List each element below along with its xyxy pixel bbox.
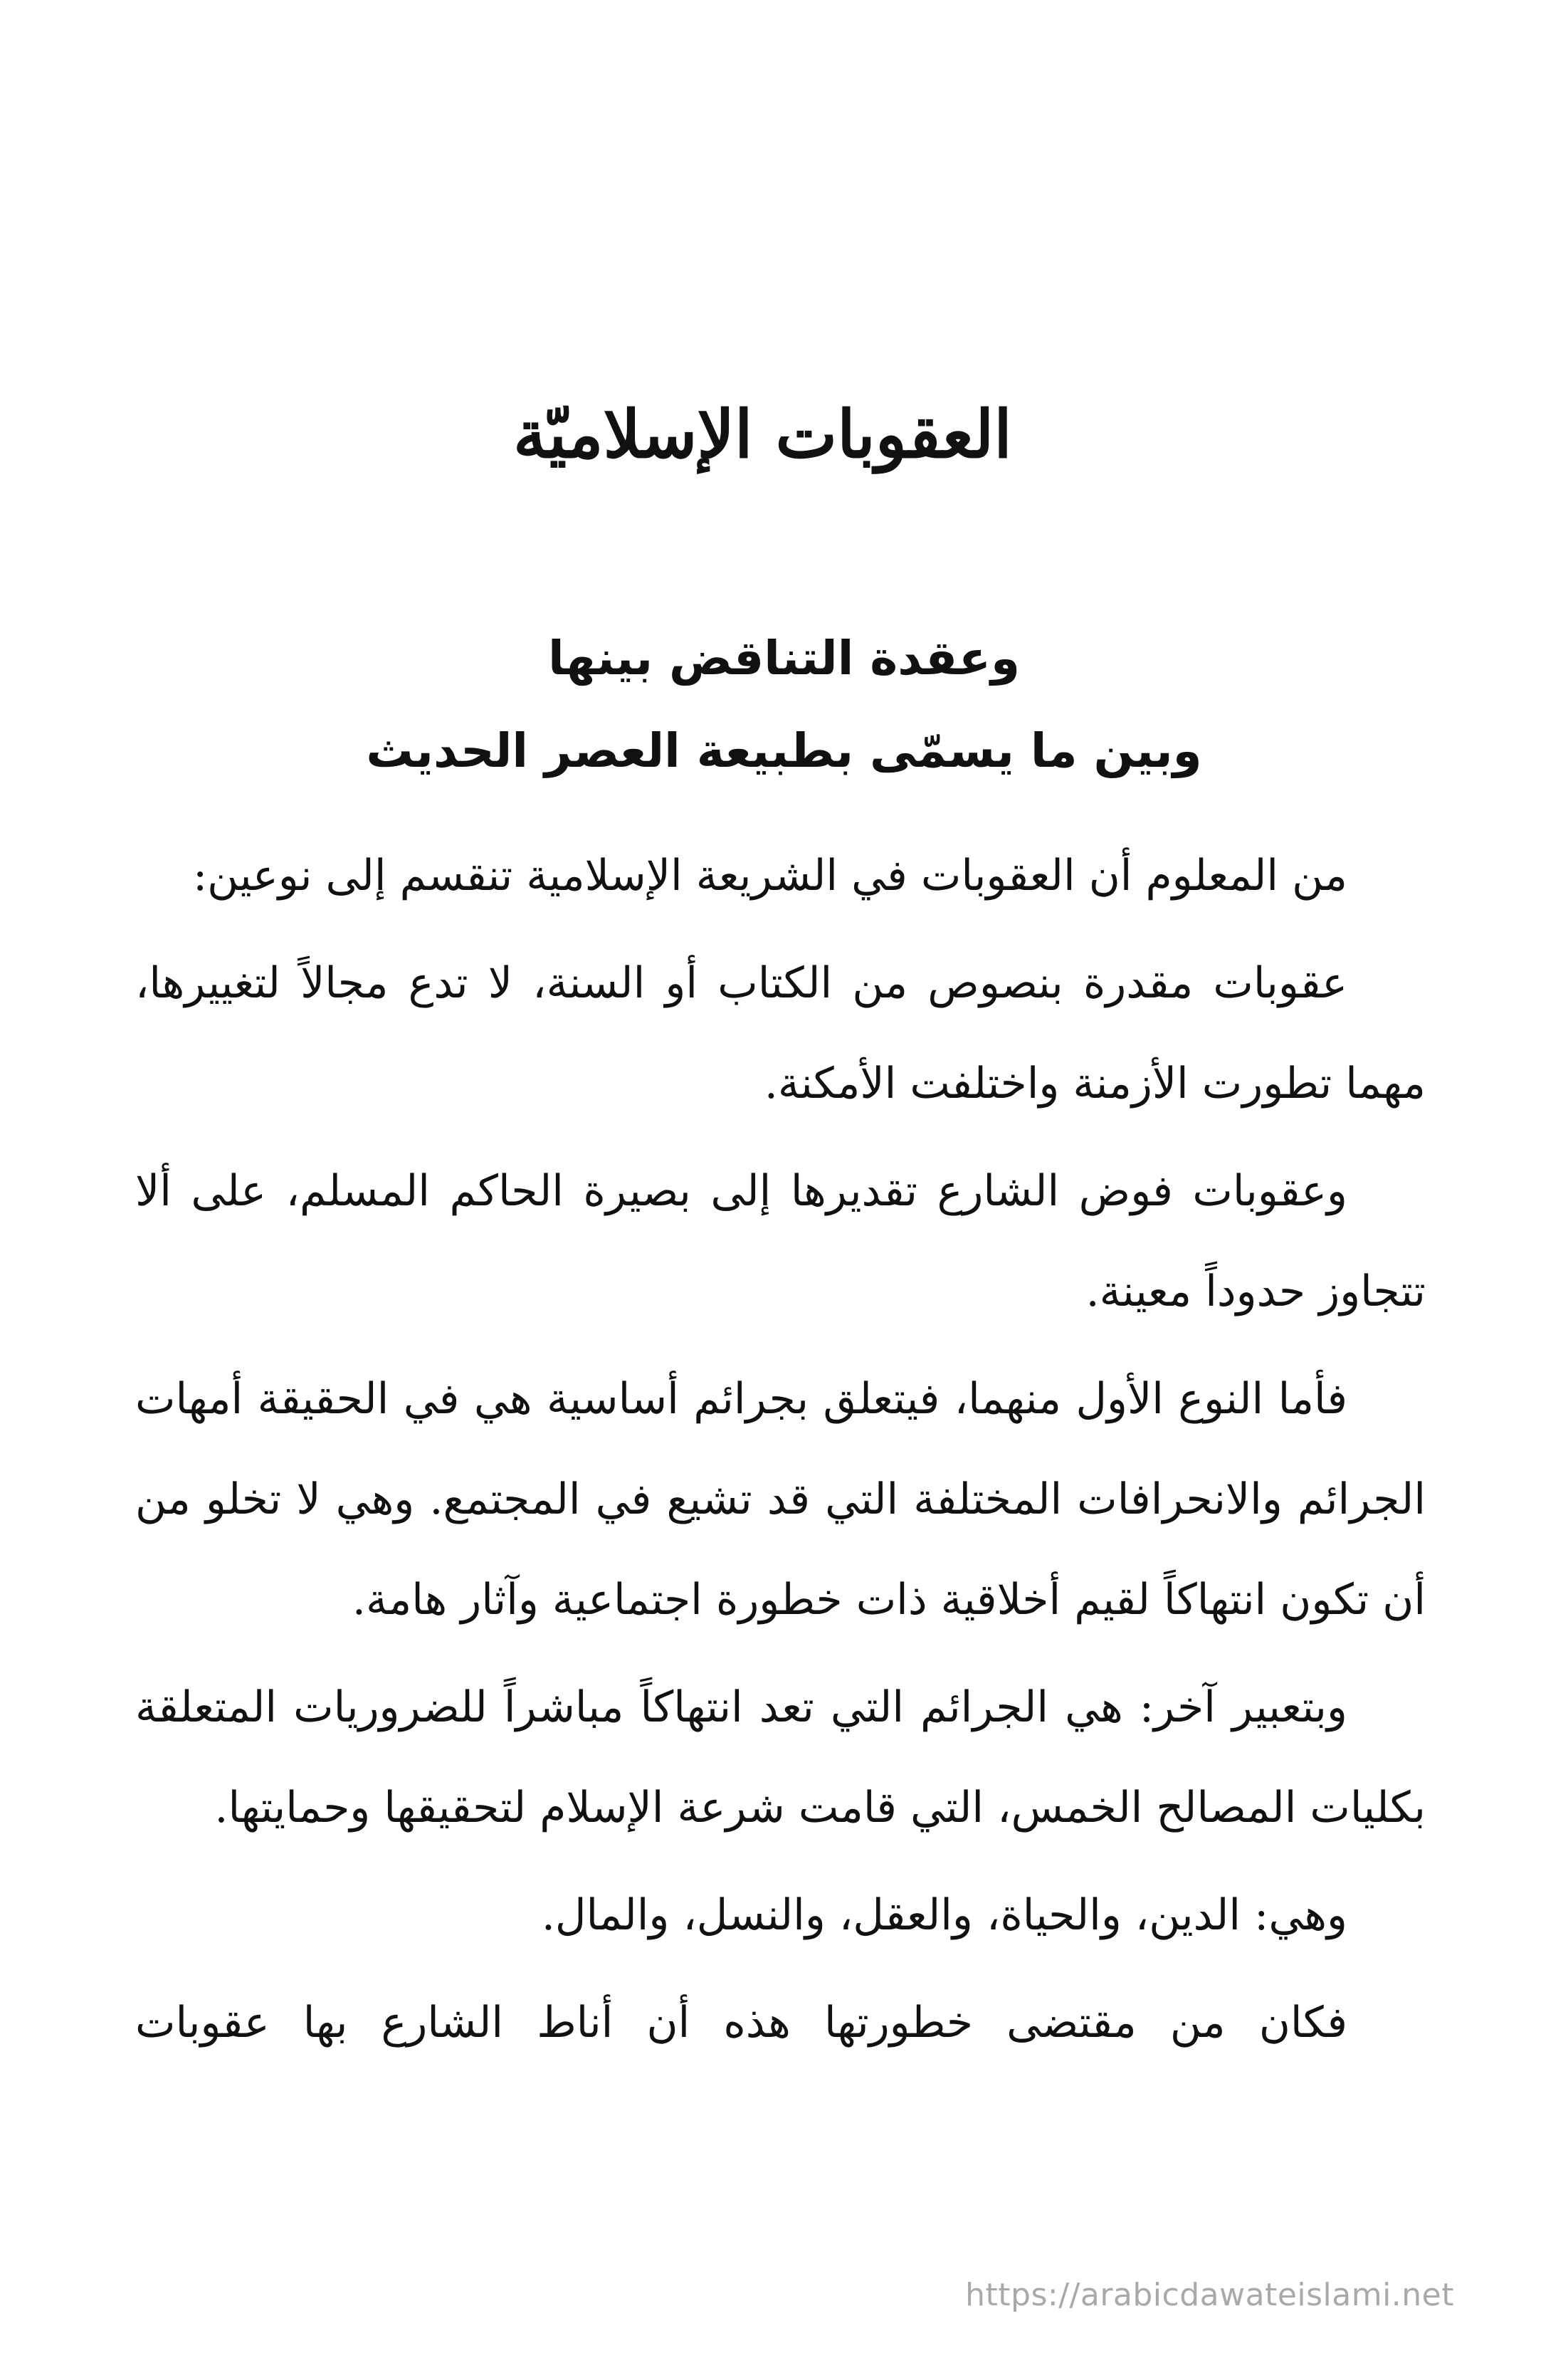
paragraph: وبتعبير آخر: هي الجرائم التي تعد انتهاكاً مباشراً للضروريات المتعلقة بكليات المصالح الخمس، التي قامت شرعة الإسلام لتحقيقها وحمايتها. xyxy=(135,1682,1426,1833)
subtitle-line-2: وبين ما يسمّى بطبيعة العصر الحديث xyxy=(366,723,1202,778)
paragraph: فأما النوع الأول منهما، فيتعلق بجرائم أساسية هي في الحقيقة أمهات الجرائم والانحرافات المختلفة التي قد تشيع في المجتمع. وهي لا تخلو من أن تكون انتهاكاً لقيم أخلاقية ذات خطورة اجتماعية وآثار هامة. xyxy=(135,1374,1426,1625)
watermark-url: https://arabicdawateislami.net xyxy=(965,2277,1454,2313)
paragraph: وهي: الدين، والحياة، والعقل، والنسل، والمال. xyxy=(541,1890,1347,1940)
chapter-subtitle xyxy=(114,612,1454,797)
paragraph: فكان من مقتضى خطورتها هذه أن أناط الشارع بها عقوبات xyxy=(135,1998,1347,2048)
paragraph: وعقوبات فوض الشارع تقديرها إلى بصيرة الحاكم المسلم، على ألا تتجاوز حدوداً معينة. xyxy=(135,1166,1426,1316)
subtitle-line-1: وعقدة التناقض بينها xyxy=(548,631,1020,686)
paragraph: عقوبات مقدرة بنصوص من الكتاب أو السنة، لا تدع مجالاً لتغييرها، مهما تطورت الأزمنة واختلفت الأمكنة. xyxy=(135,958,1426,1109)
paragraph: من المعلوم أن العقوبات في الشريعة الإسلامية تنقسم إلى نوعين: xyxy=(192,851,1347,901)
chapter-title: العقوبات الإسلاميّة xyxy=(513,396,1012,473)
body-text xyxy=(135,826,1426,2080)
